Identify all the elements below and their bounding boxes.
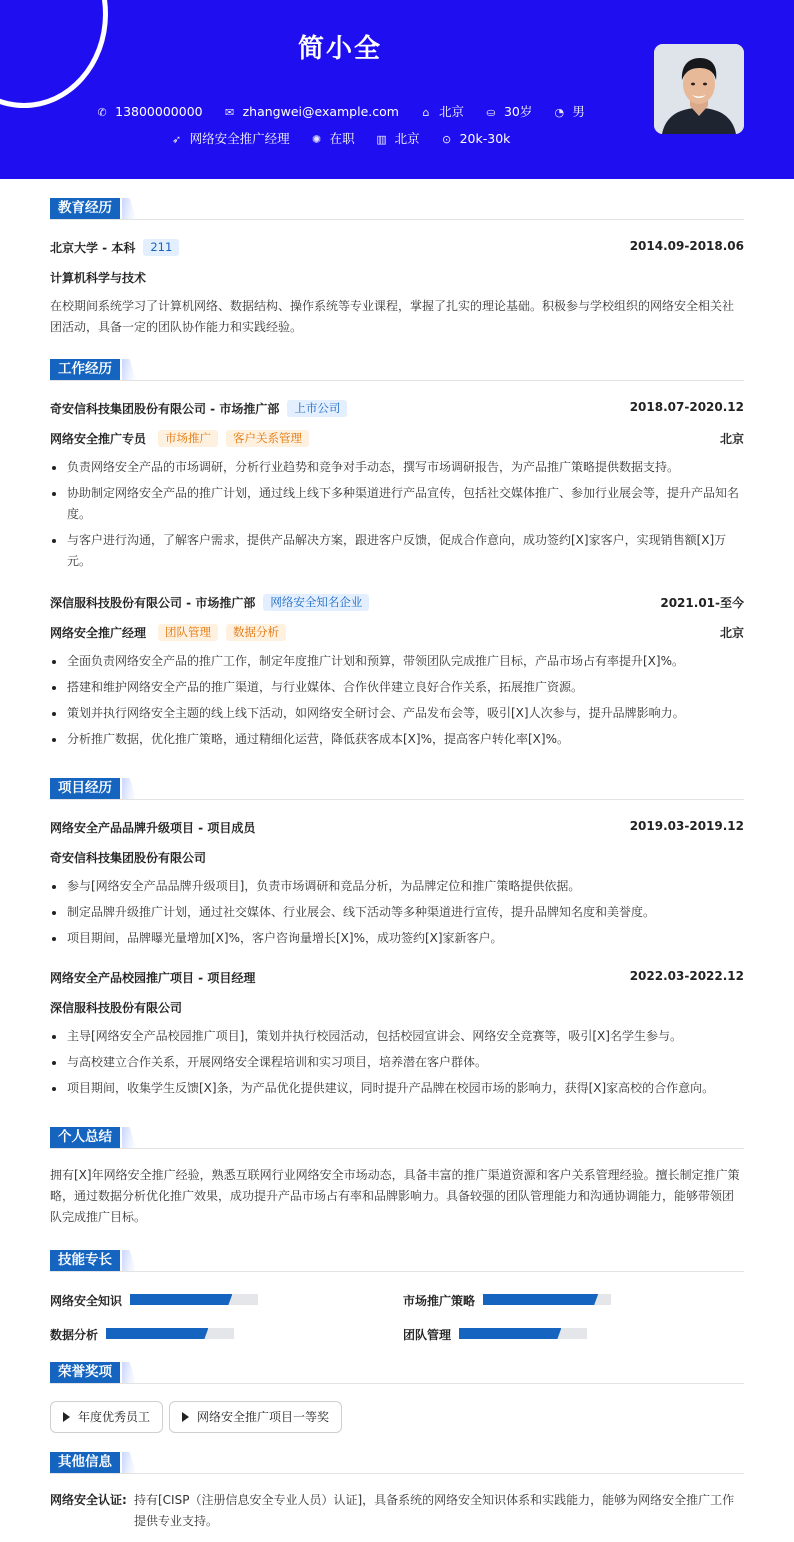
list-item: 项目期间，品牌曝光量增加[X]%，客户咨询量增长[X]%，成功签约[X]家新客户。 xyxy=(50,928,744,949)
education-description: 在校期间系统学习了计算机网络、数据结构、操作系统等专业课程，掌握了扎实的理论基础。积极参与学校组织的网络安全相关社团活动，具备一定的团队协作能力和实践经验。 xyxy=(50,299,735,334)
list-item: 分析推广数据，优化推广策略，通过精细化运营，降低获客成本[X]%，提高客户转化率[X]%。 xyxy=(50,729,744,750)
play-triangle-icon xyxy=(63,1412,70,1422)
contact-row-1 xyxy=(0,102,680,120)
list-item: 与客户进行沟通，了解客户需求，提供产品解决方案，跟进客户反馈，促成合作意向，成功签约[X]家客户，实现销售额[X]万元。 xyxy=(50,530,744,572)
project-date: 2022.03-2022.12 xyxy=(629,969,744,983)
education-section xyxy=(50,198,744,334)
skill-level-bar xyxy=(106,1328,234,1339)
list-item: 搭建和维护网络安全产品的推广渠道，与行业媒体、合作伙伴建立良好合作关系，拓展推广资源。 xyxy=(50,677,744,698)
resume-header xyxy=(0,0,794,179)
section-title-label: 教育经历 xyxy=(50,198,120,219)
list-item: 协助制定网络安全产品的推广计划，通过线上线下多种渠道进行产品宣传，包括社交媒体推广、参加行业展会等，提升产品知名度。 xyxy=(50,483,744,525)
email-info: ✉ zhangwei@example.com xyxy=(223,104,399,119)
project-name: 网络安全产品品牌升级项目 - 项目成员 xyxy=(50,821,256,835)
skill-level-bar xyxy=(483,1294,611,1305)
gender-info: ◔ 男 xyxy=(552,102,585,120)
phone-icon: ✆ xyxy=(97,106,107,119)
job-tag: 团队管理 xyxy=(158,624,218,641)
candidate-name: 简小全 xyxy=(297,34,382,64)
section-title xyxy=(50,1452,744,1474)
home-icon: ⌂ xyxy=(422,106,430,119)
section-title-label: 荣誉奖项 xyxy=(50,1362,120,1383)
skill-item xyxy=(50,1292,310,1308)
gender-icon: ◔ xyxy=(554,106,565,119)
job-city: 北京 xyxy=(719,626,744,640)
age-info: ⛀ 30岁 xyxy=(484,102,532,120)
job-role-row xyxy=(50,430,744,448)
list-item: 参与[网络安全产品品牌升级项目]，负责市场调研和竞品分析，为品牌定位和推广策略提供依据。 xyxy=(50,876,744,897)
award-chip: 年度优秀员工 xyxy=(50,1401,163,1433)
section-title-label: 项目经历 xyxy=(50,778,120,799)
job-tag: 数据分析 xyxy=(226,624,286,641)
send-icon: ➶ xyxy=(171,133,182,146)
list-item: 制定品牌升级推广计划，通过社交媒体、行业展会、线下活动等多种渠道进行宣传，提升品牌知名度和美誉度。 xyxy=(50,902,744,923)
job-role: 网络安全推广专员 xyxy=(50,432,147,446)
job-role-row xyxy=(50,624,744,642)
project-date: 2019.03-2019.12 xyxy=(629,819,744,833)
list-item: 负责网络安全产品的市场调研，分析行业趋势和竞争对手动态，撰写市场调研报告，为产品推广策略提供数据支持。 xyxy=(50,457,744,478)
skill-name: 团队管理 xyxy=(403,1328,452,1342)
skill-level-fill xyxy=(459,1328,561,1339)
company-name: 奇安信科技集团股份有限公司 - 市场推广部 xyxy=(50,402,280,416)
other-info-label: 网络安全认证: xyxy=(50,1493,127,1507)
section-title-label: 其他信息 xyxy=(50,1452,120,1473)
project-header-row xyxy=(50,819,744,837)
company-name: 深信服科技股份有限公司 - 市场推广部 xyxy=(50,596,256,610)
target-city-info: ▥ 北京 xyxy=(376,131,420,146)
section-title-label: 个人总结 xyxy=(50,1127,120,1148)
project-company-row xyxy=(50,849,744,867)
section-title-decoration xyxy=(122,1250,136,1271)
other-info-text: 持有[CISP（注册信息安全专业人员）认证]，具备系统的网络安全知识体系和实践能力，能够为网络安全推广工作提供专业支持。 xyxy=(134,1493,735,1528)
section-title-decoration xyxy=(122,1452,136,1473)
awards-list xyxy=(50,1401,348,1433)
skill-level-bar xyxy=(130,1294,258,1305)
section-title xyxy=(50,1250,744,1272)
list-item: 策划并执行网络安全主题的线上线下活动，如网络安全研讨会、产品发布会等，吸引[X]人次参与，提升品牌影响力。 xyxy=(50,703,744,724)
job-header-row xyxy=(50,400,744,418)
age-icon: ⛀ xyxy=(486,106,496,119)
status-icon: ✺ xyxy=(311,133,322,146)
salary-icon: ⊙ xyxy=(441,133,452,146)
job-duties-list xyxy=(50,457,744,577)
skill-level-bar xyxy=(459,1328,587,1339)
other-section xyxy=(50,1452,744,1528)
project-company: 深信服科技股份有限公司 xyxy=(50,1001,183,1015)
section-title-decoration xyxy=(122,198,136,219)
skill-item xyxy=(403,1326,663,1342)
section-title xyxy=(50,198,744,220)
job-date: 2021.01-至今 xyxy=(660,596,744,610)
section-title xyxy=(50,778,744,800)
section-title-decoration xyxy=(122,778,136,799)
section-title-label: 工作经历 xyxy=(50,359,120,380)
job-header-row xyxy=(50,594,744,612)
project-name: 网络安全产品校园推广项目 - 项目经理 xyxy=(50,971,256,985)
summary-section xyxy=(50,1127,744,1224)
skill-item xyxy=(403,1292,663,1308)
contact-row-2 xyxy=(0,129,680,147)
skill-name: 数据分析 xyxy=(50,1328,99,1342)
target-job-info: ➶ 网络安全推广经理 xyxy=(170,129,290,147)
project-items-list xyxy=(50,876,744,954)
list-item: 全面负责网络安全产品的推广工作，制定年度推广计划和预算，带领团队完成推广目标，产品市场占有率提升[X]%。 xyxy=(50,651,744,672)
project-items-list xyxy=(50,1026,744,1104)
project-company-row xyxy=(50,999,744,1017)
skill-item xyxy=(50,1326,310,1342)
job-city: 北京 xyxy=(719,432,744,446)
company-badge: 网络安全知名企业 xyxy=(263,594,369,611)
project-company: 奇安信科技集团股份有限公司 xyxy=(50,851,207,865)
skill-level-fill xyxy=(483,1294,598,1305)
section-title xyxy=(50,1127,744,1149)
list-item: 项目期间，收集学生反馈[X]条，为产品优化提供建议，同时提升产品牌在校园市场的影响力，获得[X]家高校的合作意向。 xyxy=(50,1078,744,1099)
major-name: 计算机科学与技术 xyxy=(50,271,147,285)
section-title-decoration xyxy=(122,1362,136,1383)
section-title-decoration xyxy=(122,1127,136,1148)
skill-name: 网络安全知识 xyxy=(50,1294,123,1308)
skills-section xyxy=(50,1250,744,1342)
award-chip: 网络安全推广项目一等奖 xyxy=(169,1401,342,1433)
project-header-row xyxy=(50,969,744,987)
job-date: 2018.07-2020.12 xyxy=(629,400,744,414)
avatar-portrait-icon xyxy=(654,44,744,134)
location-info: ⌂ 北京 xyxy=(419,102,464,120)
skill-name: 市场推广策略 xyxy=(403,1294,476,1308)
list-item: 主导[网络安全产品校园推广项目]，策划并执行校园活动，包括校园宣讲会、网络安全竞赛等，吸引[X]名学生参与。 xyxy=(50,1026,744,1047)
mail-icon: ✉ xyxy=(224,106,235,119)
skill-level-fill xyxy=(130,1294,232,1305)
job-status-info: ✺ 在职 xyxy=(310,129,355,147)
list-item: 与高校建立合作关系，开展网络安全课程培训和实习项目，培养潜在客户群体。 xyxy=(50,1052,744,1073)
phone-info: ✆ 13800000000 xyxy=(95,104,202,119)
work-section xyxy=(50,359,744,746)
play-triangle-icon xyxy=(182,1412,189,1422)
major-row xyxy=(50,269,744,287)
section-title-label: 技能专长 xyxy=(50,1250,120,1271)
job-tag: 市场推广 xyxy=(158,430,218,447)
job-role: 网络安全推广经理 xyxy=(50,626,147,640)
company-badge: 上市公司 xyxy=(287,400,347,417)
job-tag: 客户关系管理 xyxy=(226,430,309,447)
avatar-photo xyxy=(654,44,744,134)
education-header-row xyxy=(50,239,744,257)
school-name: 北京大学 - 本科 xyxy=(50,241,136,255)
section-title-decoration xyxy=(122,359,136,380)
job-duties-list xyxy=(50,651,744,755)
projects-section xyxy=(50,778,744,1095)
building-icon: ▥ xyxy=(376,133,387,146)
summary-text: 拥有[X]年网络安全推广经验，熟悉互联网行业网络安全市场动态，具备丰富的推广渠道资源和客户关系管理经验。擅长制定推广策略，通过数据分析优化推广效果，成功提升产品市场占有率和品牌影响力。具备较强的团队管理能力和沟通协调能力，能够带领团队完成推广目标。 xyxy=(50,1168,740,1224)
section-title xyxy=(50,359,744,381)
section-title xyxy=(50,1362,744,1384)
awards-section xyxy=(50,1362,744,1424)
salary-info: ⊙ 20k-30k xyxy=(440,131,511,146)
school-badge: 211 xyxy=(143,239,179,256)
skill-level-fill xyxy=(106,1328,208,1339)
education-date: 2014.09-2018.06 xyxy=(629,239,744,253)
